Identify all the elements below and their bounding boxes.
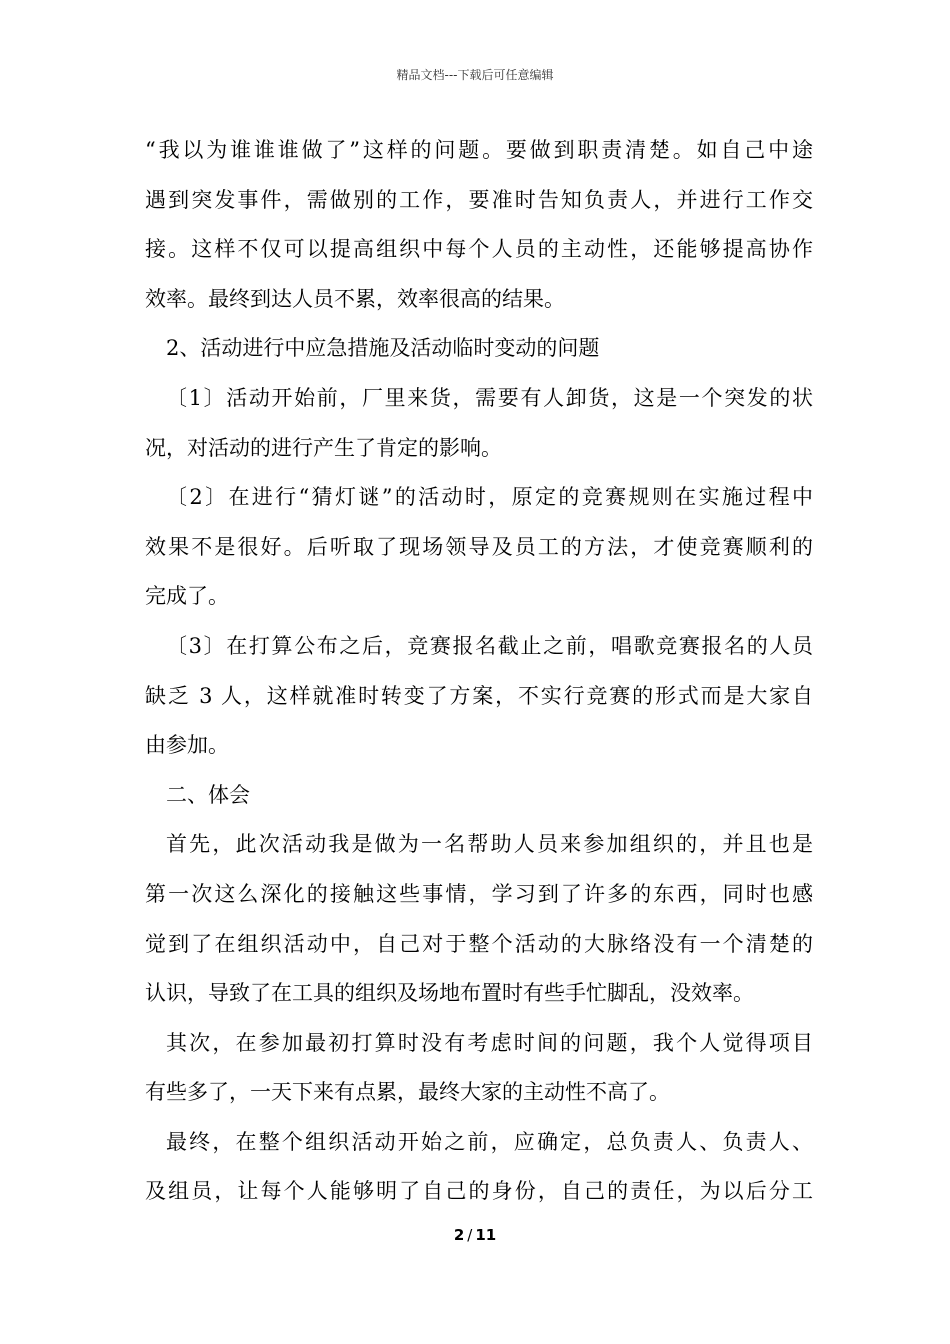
page-number <box>0 1226 950 1244</box>
body-line: 认识，导致了在工具的组织及场地布置时有些手忙脚乱，没效率。 <box>145 981 754 1006</box>
body-line: 遇到突发事件，需做别的工作，要准时告知负责人，并进行工作交 <box>145 187 813 212</box>
body-line: 觉到了在组织活动中，自己对于整个活动的大脉络没有一个清楚的 <box>145 931 813 956</box>
body-line: 完成了。 <box>145 584 229 609</box>
body-line: 由参加。 <box>145 733 229 758</box>
body-line: 〔1〕活动开始前，厂里来货，需要有人卸货，这是一个突发的状 <box>166 385 813 410</box>
body-line: 及组员，让每个人能够明了自己的身份，自己的责任，为以后分工 <box>145 1179 813 1204</box>
page-header: 精品文档---下载后可任意编辑 <box>396 68 554 82</box>
body-line: 效率。最终到达人员不累，效率很高的结果。 <box>145 286 565 311</box>
body-line: 其次，在参加最初打算时没有考虑时间的问题，我个人觉得项目 <box>166 1030 813 1055</box>
body-line: 最终，在整个组织活动开始之前，应确定，总负责人、负责人、 <box>166 1129 813 1154</box>
body-line: 〔2〕在进行“猜灯谜”的活动时，原定的竞赛规则在实施过程中 <box>166 485 813 510</box>
body-line: 第一次这么深化的接触这些事情，学习到了许多的东西，同时也感 <box>145 881 813 906</box>
body-line: “我以为谁谁谁做了”这样的问题。要做到职责清楚。如自己中途 <box>145 138 813 162</box>
current-page: 2 <box>453 1226 465 1244</box>
document-body <box>145 126 813 1217</box>
page-separator: / <box>467 1226 473 1244</box>
body-line: 首先，此次活动我是做为一名帮助人员来参加组织的，并且也是 <box>166 832 813 857</box>
body-line: 接。这样不仅可以提高组织中每个人员的主动性，还能够提高协作 <box>145 237 813 262</box>
section-heading: 二、体会 <box>166 782 250 807</box>
body-line: 〔3〕在打算公布之后，竞赛报名截止之前，唱歌竞赛报名的人员 <box>166 633 813 658</box>
body-line: 况，对活动的进行产生了肯定的影响。 <box>145 435 502 460</box>
body-line: 有些多了，一天下来有点累，最终大家的主动性不高了。 <box>145 1080 670 1105</box>
total-pages: 11 <box>475 1226 497 1244</box>
body-line: 缺乏 3 人，这样就准时转变了方案，不实行竞赛的形式而是大家自 <box>145 683 813 708</box>
section-heading: 2、活动进行中应急措施及活动临时变动的问题 <box>166 336 600 361</box>
body-line: 效果不是很好。后听取了现场领导及员工的方法，才使竞赛顺利的 <box>145 534 813 559</box>
